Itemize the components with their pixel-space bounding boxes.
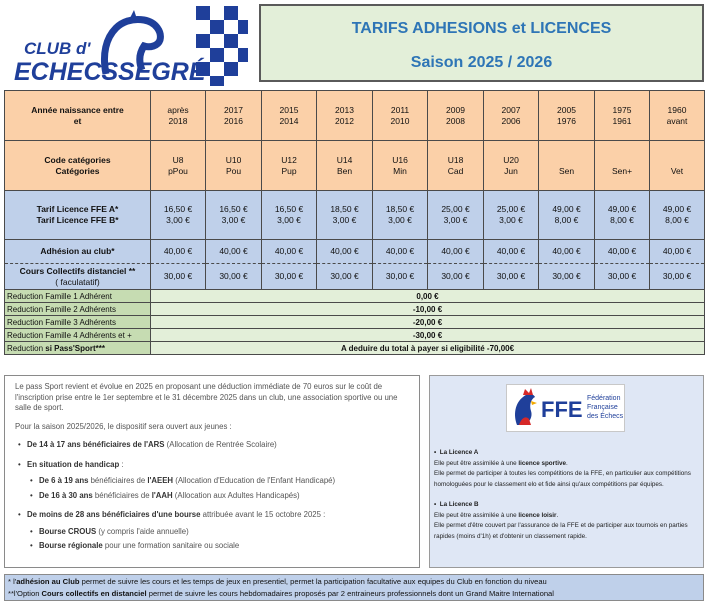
eligibility-list [15,440,409,552]
cours-cell: 30,00 € [484,264,539,290]
pass-sport-info [4,375,420,568]
ffe-licence-text [434,448,702,542]
birth-year-cell: 2009 2008 [428,91,484,141]
svg-text:Fédération: Fédération [587,395,621,402]
birth-year-cell: 2005 1976 [539,91,595,141]
footnotes [4,574,704,601]
reduction-label: Reduction Famille 1 Adhérent [5,290,151,303]
birth-year-cell: 2017 2016 [206,91,262,141]
adhesion-cell: 40,00 € [206,240,262,264]
adhesion-cell: 40,00 € [484,240,539,264]
reduction-label: Reduction Famille 2 Adhérents [5,303,151,316]
list-item: • En situation de handicap : • De 6 à 19 ans bénéficiaires de l'AEEH (Allocation d'Education de l'Enfant Handicapé) • De 16 à 30 ans bénéficiaires de l'AAH (Allocation aux Adultes Handicapés) [27,460,409,502]
pass-intro: Le pass Sport revient et évolue en 2025 en proposant une déduction immédiate de 70 euros sur le coût de l'inscription prise entre le 1er septembre et le 31 décembre 2025 dans un club, une association sportive ou une salle de sport. [15,382,398,412]
licence-b-title: • La Licence B [434,501,479,508]
adhesion-label: Adhésion au club* [5,240,151,264]
cours-row [5,264,705,290]
logo-club-text: CLUB d' [24,39,91,58]
licence-cell: 16,50 € 3,00 € [206,191,262,240]
birth-year-cell: 1960 avant [650,91,705,141]
reduction-label: Reduction Famille 3 Adhérents [5,316,151,329]
reduction-value: -20,00 € [151,316,705,329]
logo-name-left: ECHECS [14,58,119,86]
category-cell: Sen+ [595,141,650,191]
cours-cell: 30,00 € [317,264,373,290]
footnote-adhesion: * l'adhésion au Club permet de suivre les cours et les temps de jeux en presentiel, permet la participation facultative aux equipes du Club en fonction du niveau [8,577,547,586]
licence-b-line2: Elle permet d'être couvert par l'assurance de la FFE et de participer aux tournois en parties rapides (moins d'1h) et d'obtenir un classement rapide. [434,522,688,540]
licence-a-title: • La Licence A [434,449,479,456]
birth-year-row [5,91,705,141]
licence-label: Tarif Licence FFE A* Tarif Licence FFE B* [5,191,151,240]
licence-a-line1: Elle peut être assimilée à une licence sportive. [434,459,568,467]
adhesion-cell: 40,00 € [428,240,484,264]
birth-year-label: Année naissance entre et [5,91,151,141]
category-cell: U12 Pup [262,141,317,191]
category-cell: U8 pPou [151,141,206,191]
licence-cell: 49,00 € 8,00 € [650,191,705,240]
licence-cell: 25,00 € 3,00 € [484,191,539,240]
category-cell: U20 Jun [484,141,539,191]
reduction-row [5,316,705,329]
birth-year-cell: 1975 1961 [595,91,650,141]
category-cell: U18 Cad [428,141,484,191]
page-title: TARIFS ADHESIONS et LICENCES [351,20,612,37]
list-item: • De 14 à 17 ans bénéficiaires de l'ARS (Allocation de Rentrée Scolaire) [27,440,409,451]
cours-cell: 30,00 € [428,264,484,290]
adhesion-cell: 40,00 € [595,240,650,264]
svg-text:des Échecs: des Échecs [587,413,624,420]
reduction-value: -30,00 € [151,329,705,342]
svg-text:FFE: FFE [541,397,583,422]
cours-cell: 30,00 € [206,264,262,290]
reduction-value: -10,00 € [151,303,705,316]
pass-open-to: Pour la saison 2025/2026, le dispositif sera ouvert aux jeunes : [15,421,232,431]
licence-b-line1: Elle peut être assimilée à une licence loisir. [434,511,559,519]
pricing-table [4,90,705,355]
ffe-logo [506,384,625,432]
adhesion-cell: 40,00 € [373,240,428,264]
birth-year-cell: 2013 2012 [317,91,373,141]
reduction-row [5,329,705,342]
licence-cell: 25,00 € 3,00 € [428,191,484,240]
pass-sport-label: Reduction si Pass'Sport*** [5,342,151,355]
licence-cell: 49,00 € 8,00 € [595,191,650,240]
licence-cell: 18,50 € 3,00 € [373,191,428,240]
cours-cell: 30,00 € [262,264,317,290]
reduction-row [5,303,705,316]
adhesion-cell: 40,00 € [262,240,317,264]
adhesion-cell: 40,00 € [539,240,595,264]
adhesion-cell: 40,00 € [650,240,705,264]
licence-cell: 18,50 € 3,00 € [317,191,373,240]
category-cell: U16 Min [373,141,428,191]
cours-cell: 30,00 € [595,264,650,290]
reduction-label: Reduction Famille 4 Adhérents et + [5,329,151,342]
title-box [259,4,704,82]
cours-cell: 30,00 € [539,264,595,290]
birth-year-cell: 2007 2006 [484,91,539,141]
cours-cell: 30,00 € [650,264,705,290]
category-label: Code catégories Catégories [5,141,151,191]
birth-year-cell: après 2018 [151,91,206,141]
birth-year-cell: 2015 2014 [262,91,317,141]
licence-cell: 16,50 € 3,00 € [262,191,317,240]
list-item: • De 16 à 30 ans bénéficiaires de l'AAH (Allocation aux Adultes Handicapés) [39,491,409,502]
adhesion-cell: 40,00 € [317,240,373,264]
list-item: • Bourse CROUS (y compris l'aide annuelle) [39,527,409,538]
birth-year-cell: 2011 2010 [373,91,428,141]
cours-label: Cours Collectifs distanciel ** ( faculatatif) [5,264,151,290]
list-item: • De moins de 28 ans bénéficiaires d'une bourse attribuée avant le 15 octobre 2025 : • Bourse CROUS (y compris l'aide annuelle) • Bourse régionale pour une formation sanitaire ou sociale [27,510,409,552]
list-item: • De 6 à 19 ans bénéficiaires de l'AEEH (Allocation d'Education de l'Enfant Handicapé) [39,476,409,487]
footnote-cours: **l'Option Cours collectifs en distanciel permet de suivre les cours hebdomadaires proposés par 2 entraineurs professionnels dont un Grand Maitre International [8,588,554,598]
list-item: • Bourse régionale pour une formation sanitaire ou sociale [39,541,409,552]
licence-a-line2: Elle permet de participer à toutes les compétitions de la FFE, en particulier aux compétitions homologuées pour le classement elo et fide ainsi qu'aux compétitions par équipes. [434,470,691,488]
licence-row [5,191,705,240]
category-row [5,141,705,191]
licence-cell: 49,00 € 8,00 € [539,191,595,240]
club-logo-graphic [10,4,248,86]
club-logo [10,4,248,86]
season-title: Saison 2025 / 2026 [410,54,553,71]
adhesion-cell: 40,00 € [151,240,206,264]
category-cell: Sen [539,141,595,191]
ffe-info [429,375,704,568]
licence-cell: 16,50 € 3,00 € [151,191,206,240]
adhesion-row [5,240,705,264]
category-cell: Vet [650,141,705,191]
pass-sport-row [5,342,705,355]
cours-cell: 30,00 € [373,264,428,290]
category-cell: U10 Pou [206,141,262,191]
svg-text:Française: Française [587,404,618,411]
cours-cell: 30,00 € [151,264,206,290]
pass-sport-value: A deduire du total à payer si eligibilité -70,00€ [151,342,705,355]
reduction-row [5,290,705,303]
reduction-value: 0,00 € [151,290,705,303]
ffe-rooster-icon [507,385,624,431]
category-cell: U14 Ben [317,141,373,191]
logo-name-right: SEGRÉ [118,58,206,86]
